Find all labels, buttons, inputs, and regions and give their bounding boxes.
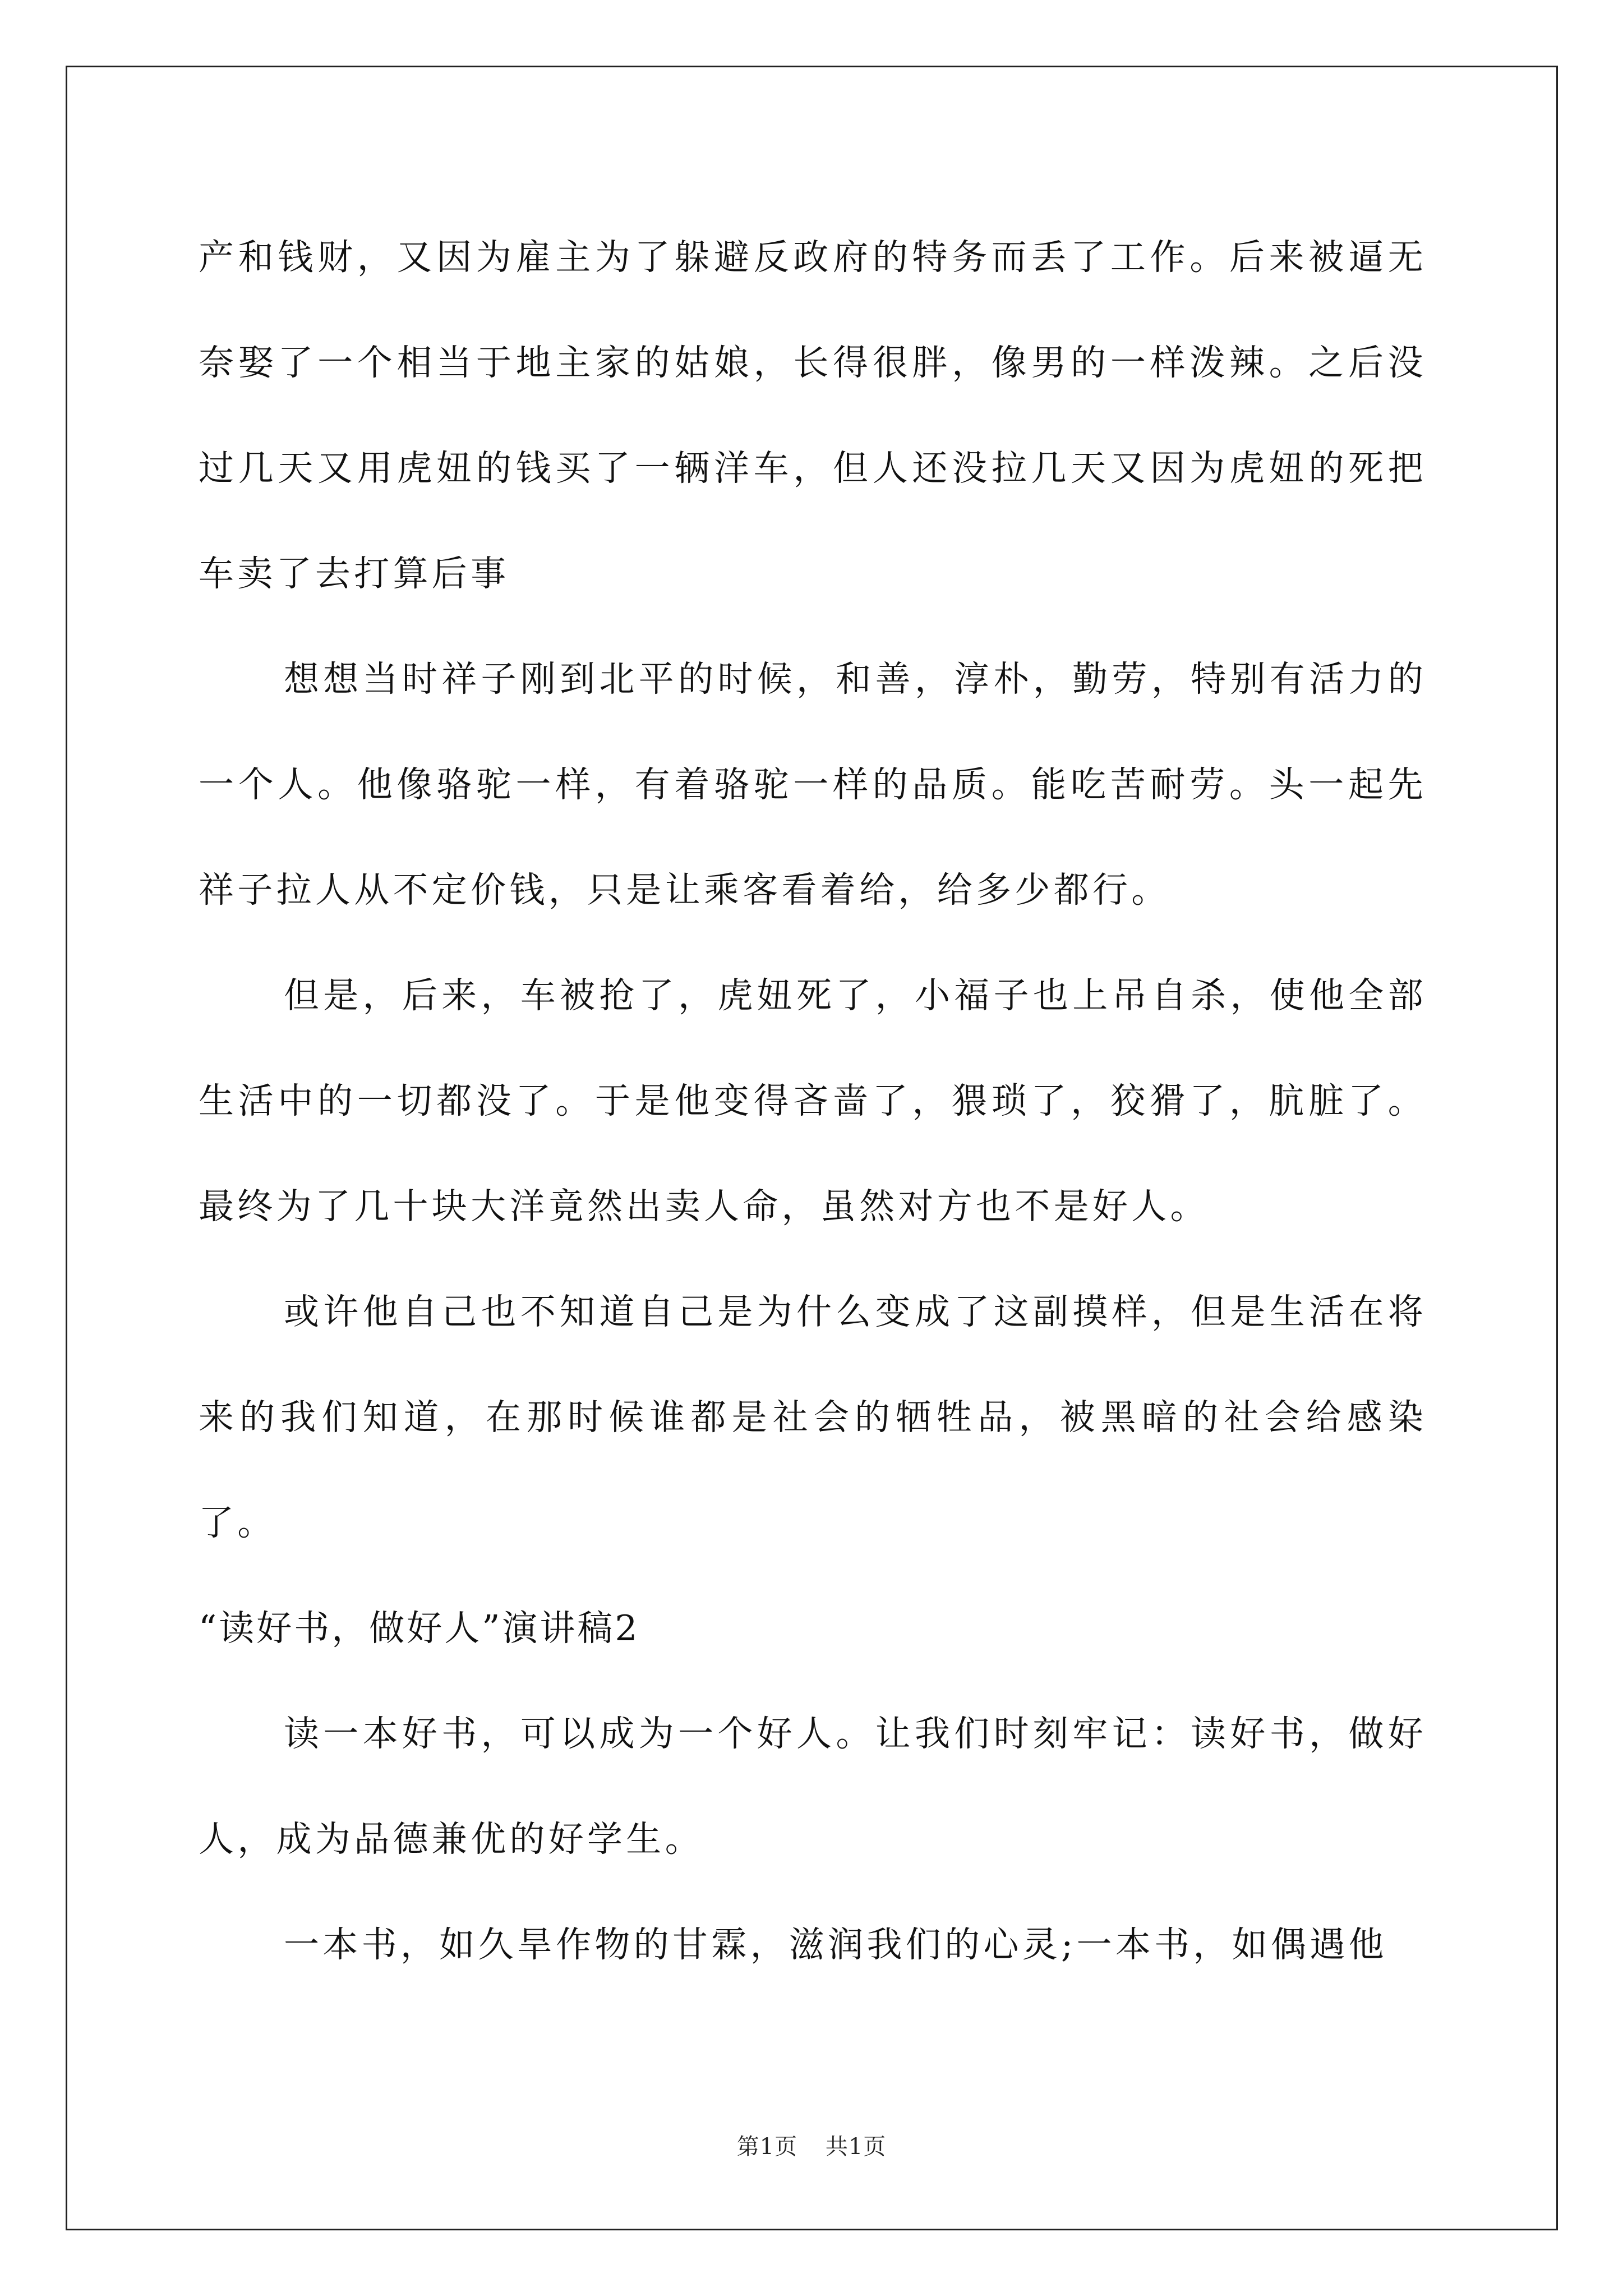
paragraph-continued: 产和钱财，又因为雇主为了躲避反政府的特务而丢了工作。后来被逼无奈娶了一个相当于地主家的姑娘，长得很胖，像男的一样泼辣。之后没过几天又用虎妞的钱买了一辆洋车，但人还没拉几天又因为虎妞的死把车卖了去打算后事 — [199, 237, 1427, 594]
page-number: 第1页 — [736, 2134, 798, 2160]
paragraph: 或许他自己也不知道自己是为什么变成了这副摸样，但是生活在将来的我们知道，在那时候谁都是社会的牺牲品，被黑暗的社会给感染了。 — [199, 1291, 1427, 1543]
paragraph: 但是，后来，车被抢了，虎妞死了，小福子也上吊自杀，使他全部生活中的一切都没了。于是他变得吝啬了，猥琐了，狡猾了，肮脏了。最终为了几十块大洋竟然出卖人命，虽然对方也不是好人。 — [199, 975, 1427, 1227]
page-footer — [0, 2129, 1623, 2161]
page-total: 共1页 — [825, 2134, 887, 2160]
section-heading: “读好书，做好人”演讲稿2 — [199, 1608, 640, 1649]
paragraph: 一本书，如久旱作物的甘霖，滋润我们的心灵;一本书，如偶遇他 — [284, 1924, 1387, 1965]
document-body — [199, 205, 1427, 1998]
paragraph: 读一本好书，可以成为一个好人。让我们时刻牢记：读好书，做好人，成为品德兼优的好学生。 — [199, 1713, 1427, 1860]
paragraph: 想想当时祥子刚到北平的时候，和善，淳朴，勤劳，特别有活力的一个人。他像骆驼一样，有着骆驼一样的品质。能吃苦耐劳。头一起先祥子拉人从不定价钱，只是让乘客看着给，给多少都行。 — [199, 659, 1427, 910]
